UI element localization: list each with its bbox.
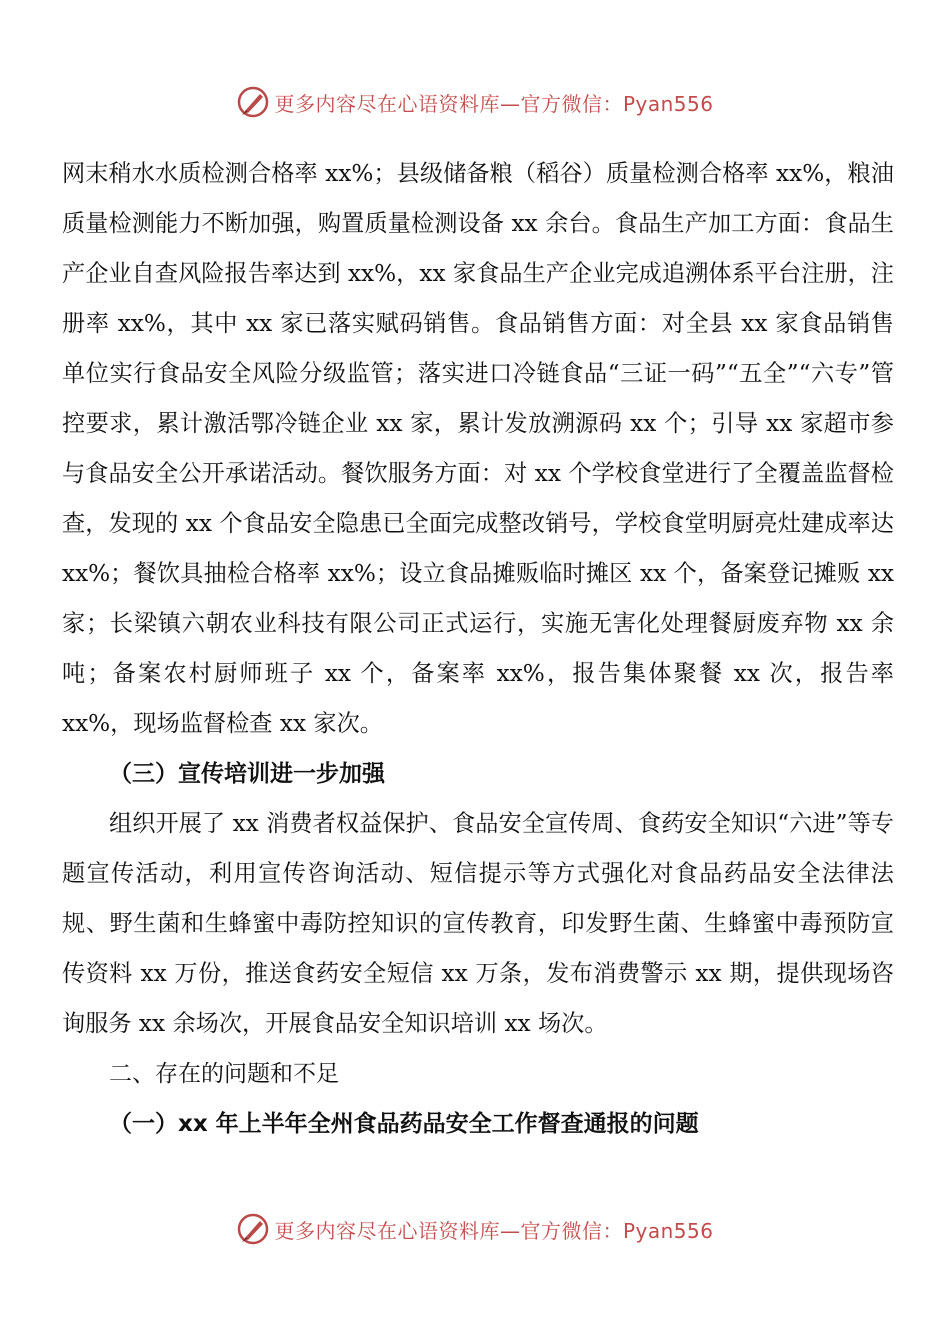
- heading-publicity-training: （三）宣传培训进一步加强: [109, 761, 385, 787]
- watermark-text: 更多内容尽在心语资料库—官方微信：Pyan556: [274, 91, 714, 116]
- heading-inspection-issues: （一）xx 年上半年全州食品药品安全工作督查通报的问题: [109, 1111, 699, 1137]
- footer-watermark: [0, 1209, 950, 1249]
- watermark-text: 更多内容尽在心语资料库—官方微信：Pyan556: [274, 1218, 714, 1243]
- pen-logo-icon: [236, 1212, 270, 1246]
- header-watermark: [0, 82, 950, 122]
- heading-problems: 二、存在的问题和不足: [109, 1061, 339, 1087]
- paragraph-publicity: 组织开展了 xx 消费者权益保护、食品安全宣传周、食药安全知识“六进”等专题宣传活动，利用宣传咨询活动、短信提示等方式强化对食品药品安全法律法规、野生菌和生蜂蜜中毒防控知识的宣传教育，印发野生菌、生蜂蜜中毒预防宣传资料 xx 万份，推送食药安全短信 xx 万条，发布消费警示 xx 期，提供现场咨询服务 xx 余场次，开展食品安全知识培训 xx 场次。: [62, 810, 894, 1037]
- paragraph-food-safety-stats: 网末稍水水质检测合格率 xx%；县级储备粮（稻谷）质量检测合格率 xx%，粮油质量检测能力不断加强，购置质量检测设备 xx 余台。食品生产加工方面：食品生产企业自查风险报告率达到 xx%，xx 家食品生产企业完成追溯体系平台注册，注册率 xx%，其中 xx 家已落实赋码销售。食品销售方面：对全县 xx 家食品销售单位实行食品安全风险分级监管；落实进口冷链食品“三证一码”“五全”“六专”管控要求，累计激活鄂冷链企业 xx 家，累计发放溯源码 xx 个；引导 xx 家超市参与食品安全公开承诺活动。餐饮服务方面：对 xx 个学校食堂进行了全覆盖监督检查，发现的 xx 个食品安全隐患已全面完成整改销号，学校食堂明厨亮灶建成率达 xx%；餐饮具抽检合格率 xx%；设立食品摊贩临时摊区 xx 个，备案登记摊贩 xx 家；长梁镇六朝农业科技有限公司正式运行，实施无害化处理餐厨废弃物 xx 余吨；备案农村厨师班子 xx 个，备案率 xx%，报告集体聚餐 xx 次，报告率 xx%，现场监督检查 xx 家次。: [62, 160, 894, 737]
- document-body: [62, 149, 894, 1149]
- pen-logo-icon: [236, 85, 270, 119]
